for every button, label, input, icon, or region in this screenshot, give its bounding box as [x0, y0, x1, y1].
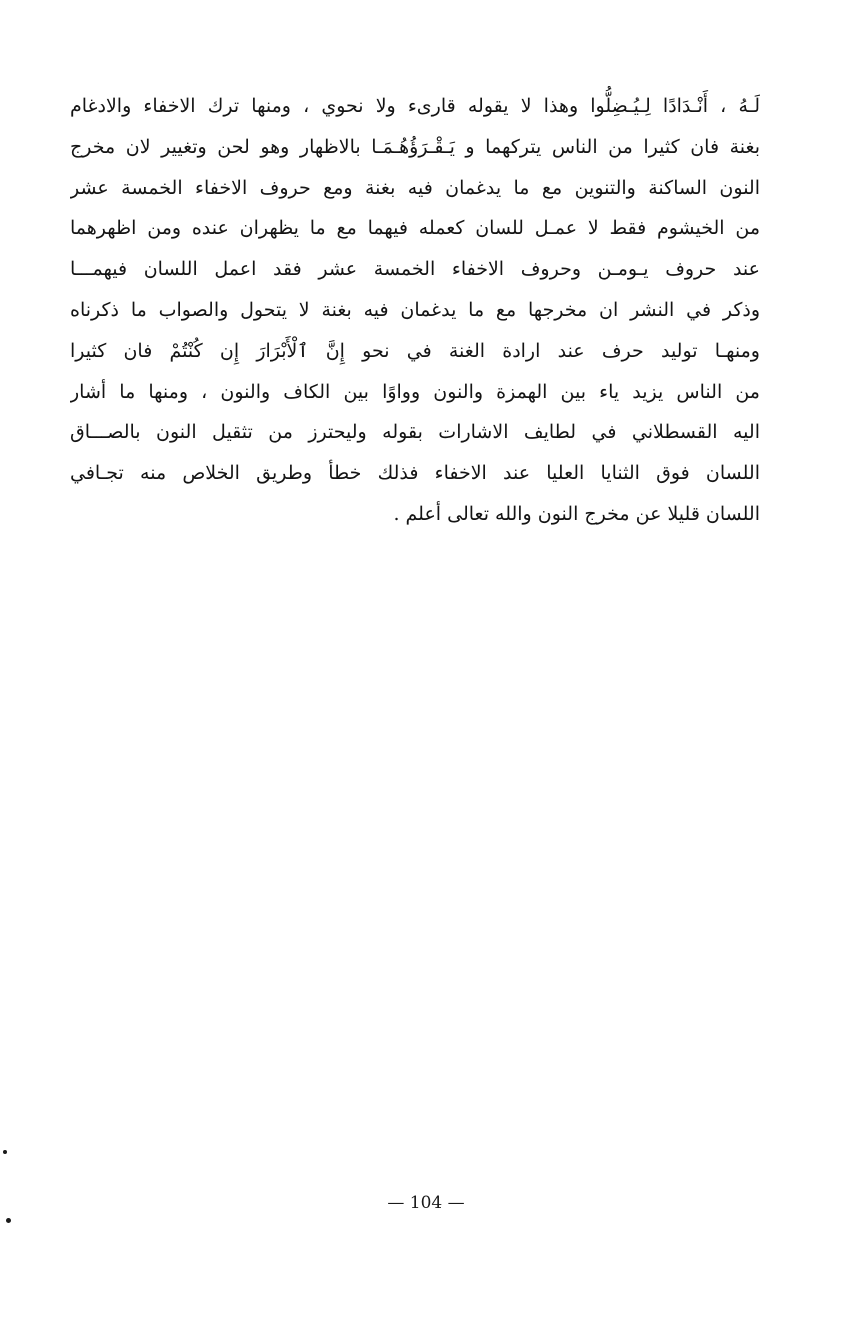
text-line: ومنهـا توليد حرف عند ارادة الغنة في نحو إِنَّ ٱلْأَبْرَارَ إِن كُنْتُمْ فان كثيرا — [70, 339, 760, 362]
scan-speck — [3, 1150, 7, 1154]
body-text — [70, 86, 760, 535]
text-line: اليه القسطلاني في لطايف الاشارات بقوله وليحترز من تثقيل النون بالصـــاق — [70, 421, 760, 444]
text-line: النون الساكنة والتنوين مع ما يدغمان فيه بغنة ومع حروف الاخفاء الخمسة عشر — [70, 176, 760, 199]
text-line: من الناس يزيد ياء بين الهمزة والنون وواوًا بين الكاف والنون ، ومنها ما أشار — [70, 380, 760, 403]
page-number: — 104 — — [387, 1193, 465, 1213]
text-line: بغنة فان كثيرا من الناس يتركهما و يَـقْـرَؤُهُـمَـا بالاظهار وهو لحن وتغيير لان مخرج — [70, 135, 760, 158]
text-line: وذكر في النشر ان مخرجها مع ما يدغمان فيه بغنة لا يتحول والصواب ما ذكرناه — [70, 298, 760, 321]
text-line: لَـهُ ، أَنْـدَادًا لِـيُـضِلُّوا وهذا لا يقوله قارىء ولا نحوي ، ومنها ترك الاخفاء والادغام — [70, 95, 760, 117]
text-line: اللسان فوق الثنايا العليا عند الاخفاء فذلك خطأ وطريق الخلاص منه تجـافي — [70, 462, 760, 485]
text-line-last: اللسان قليلا عن مخرج النون والله تعالى أعلم . — [393, 502, 760, 525]
scan-speck — [6, 1218, 11, 1223]
text-line: عند حروف يـومـن وحروف الاخفاء الخمسة عشر فقد اعمل اللسان فيهمـــا — [70, 258, 760, 281]
text-line: من الخيشوم فقط لا عمـل للسان كعمله فيهما مع ما يظهران عنده ومن اظهرهما — [70, 217, 760, 240]
